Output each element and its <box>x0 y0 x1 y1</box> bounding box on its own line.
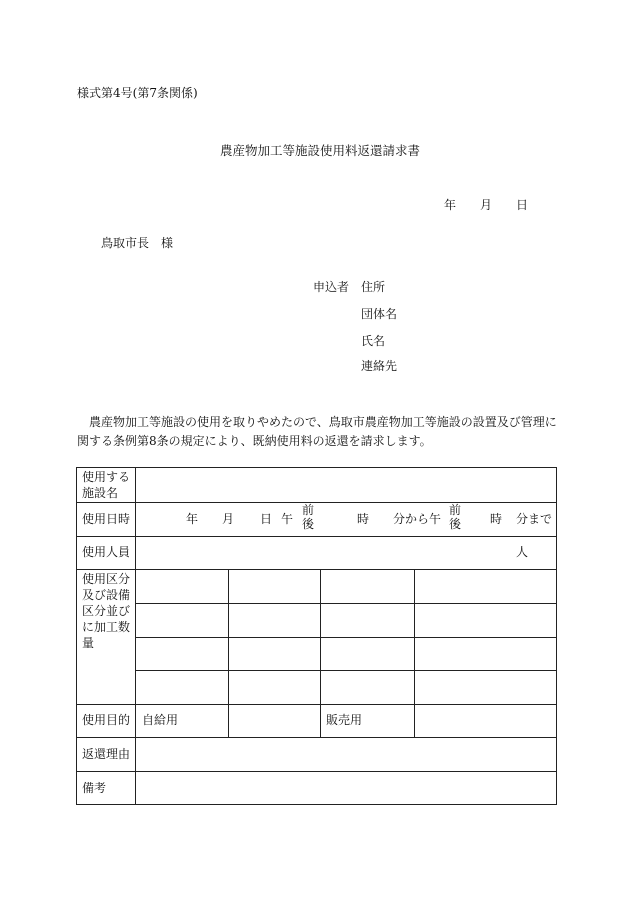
body-text-line-2: 関する条例第8条の規定により、既納使用料の返還を請求します。 <box>77 434 432 448</box>
applicant-contact: 連絡先 <box>361 359 398 373</box>
date-day: 日 <box>516 198 529 212</box>
purpose-self-use: 自給用 <box>142 713 179 727</box>
applicant-name: 氏名 <box>361 334 386 348</box>
people-unit: 人 <box>516 545 529 559</box>
dt-day: 日 <box>260 512 273 526</box>
table-rule <box>76 502 556 503</box>
form-number: 様式第4号(第7条関係) <box>77 86 198 100</box>
dt-hour-2: 時 <box>490 512 503 526</box>
table-rule <box>76 536 556 537</box>
ampm-choice-2: 前 後 <box>449 503 462 531</box>
table-rule <box>320 569 321 737</box>
category-label: 使用区分 及び設備 区分並び に加工数 量 <box>82 572 131 650</box>
people-label: 使用人員 <box>82 545 131 559</box>
table-rule <box>135 637 556 638</box>
dt-minutes-until: 分まで <box>516 512 553 526</box>
facility-label: 使用する 施設名 <box>82 470 131 500</box>
ampm-choice-1: 前 後 <box>302 503 315 531</box>
dt-am: 午 <box>281 512 294 526</box>
table-rule <box>76 467 556 468</box>
refund-reason-label: 返還理由 <box>82 747 131 761</box>
table-rule <box>76 804 557 805</box>
datetime-label: 使用日時 <box>82 512 131 526</box>
dt-hour-1: 時 <box>357 512 370 526</box>
table-rule <box>76 467 77 805</box>
table-rule <box>228 569 229 737</box>
dt-year: 年 <box>186 512 199 526</box>
page-title: 農産物加工等施設使用料返還請求書 <box>220 143 421 158</box>
applicant-label: 申込者 <box>313 280 350 294</box>
remarks-label: 備考 <box>82 781 107 795</box>
purpose-for-sale: 販売用 <box>326 713 363 727</box>
table-rule <box>135 670 556 671</box>
table-rule <box>135 467 136 805</box>
table-rule <box>76 771 556 772</box>
applicant-address: 住所 <box>361 280 386 294</box>
body-text-line-1: 農産物加工等施設の使用を取りやめたので、鳥取市農産物加工等施設の設置及び管理に <box>89 415 557 429</box>
table-rule <box>556 467 557 805</box>
dt-minutes-from: 分から午 <box>393 512 442 526</box>
date-year: 年 <box>444 198 457 212</box>
table-rule <box>414 569 415 737</box>
table-rule <box>76 569 556 570</box>
dt-month: 月 <box>222 512 235 526</box>
applicant-group: 団体名 <box>361 307 398 321</box>
purpose-label: 使用目的 <box>82 713 131 727</box>
addressee: 鳥取市長 様 <box>101 236 174 250</box>
date-month: 月 <box>480 198 493 212</box>
table-rule <box>76 704 556 705</box>
table-rule <box>135 603 556 604</box>
table-rule <box>76 737 556 738</box>
